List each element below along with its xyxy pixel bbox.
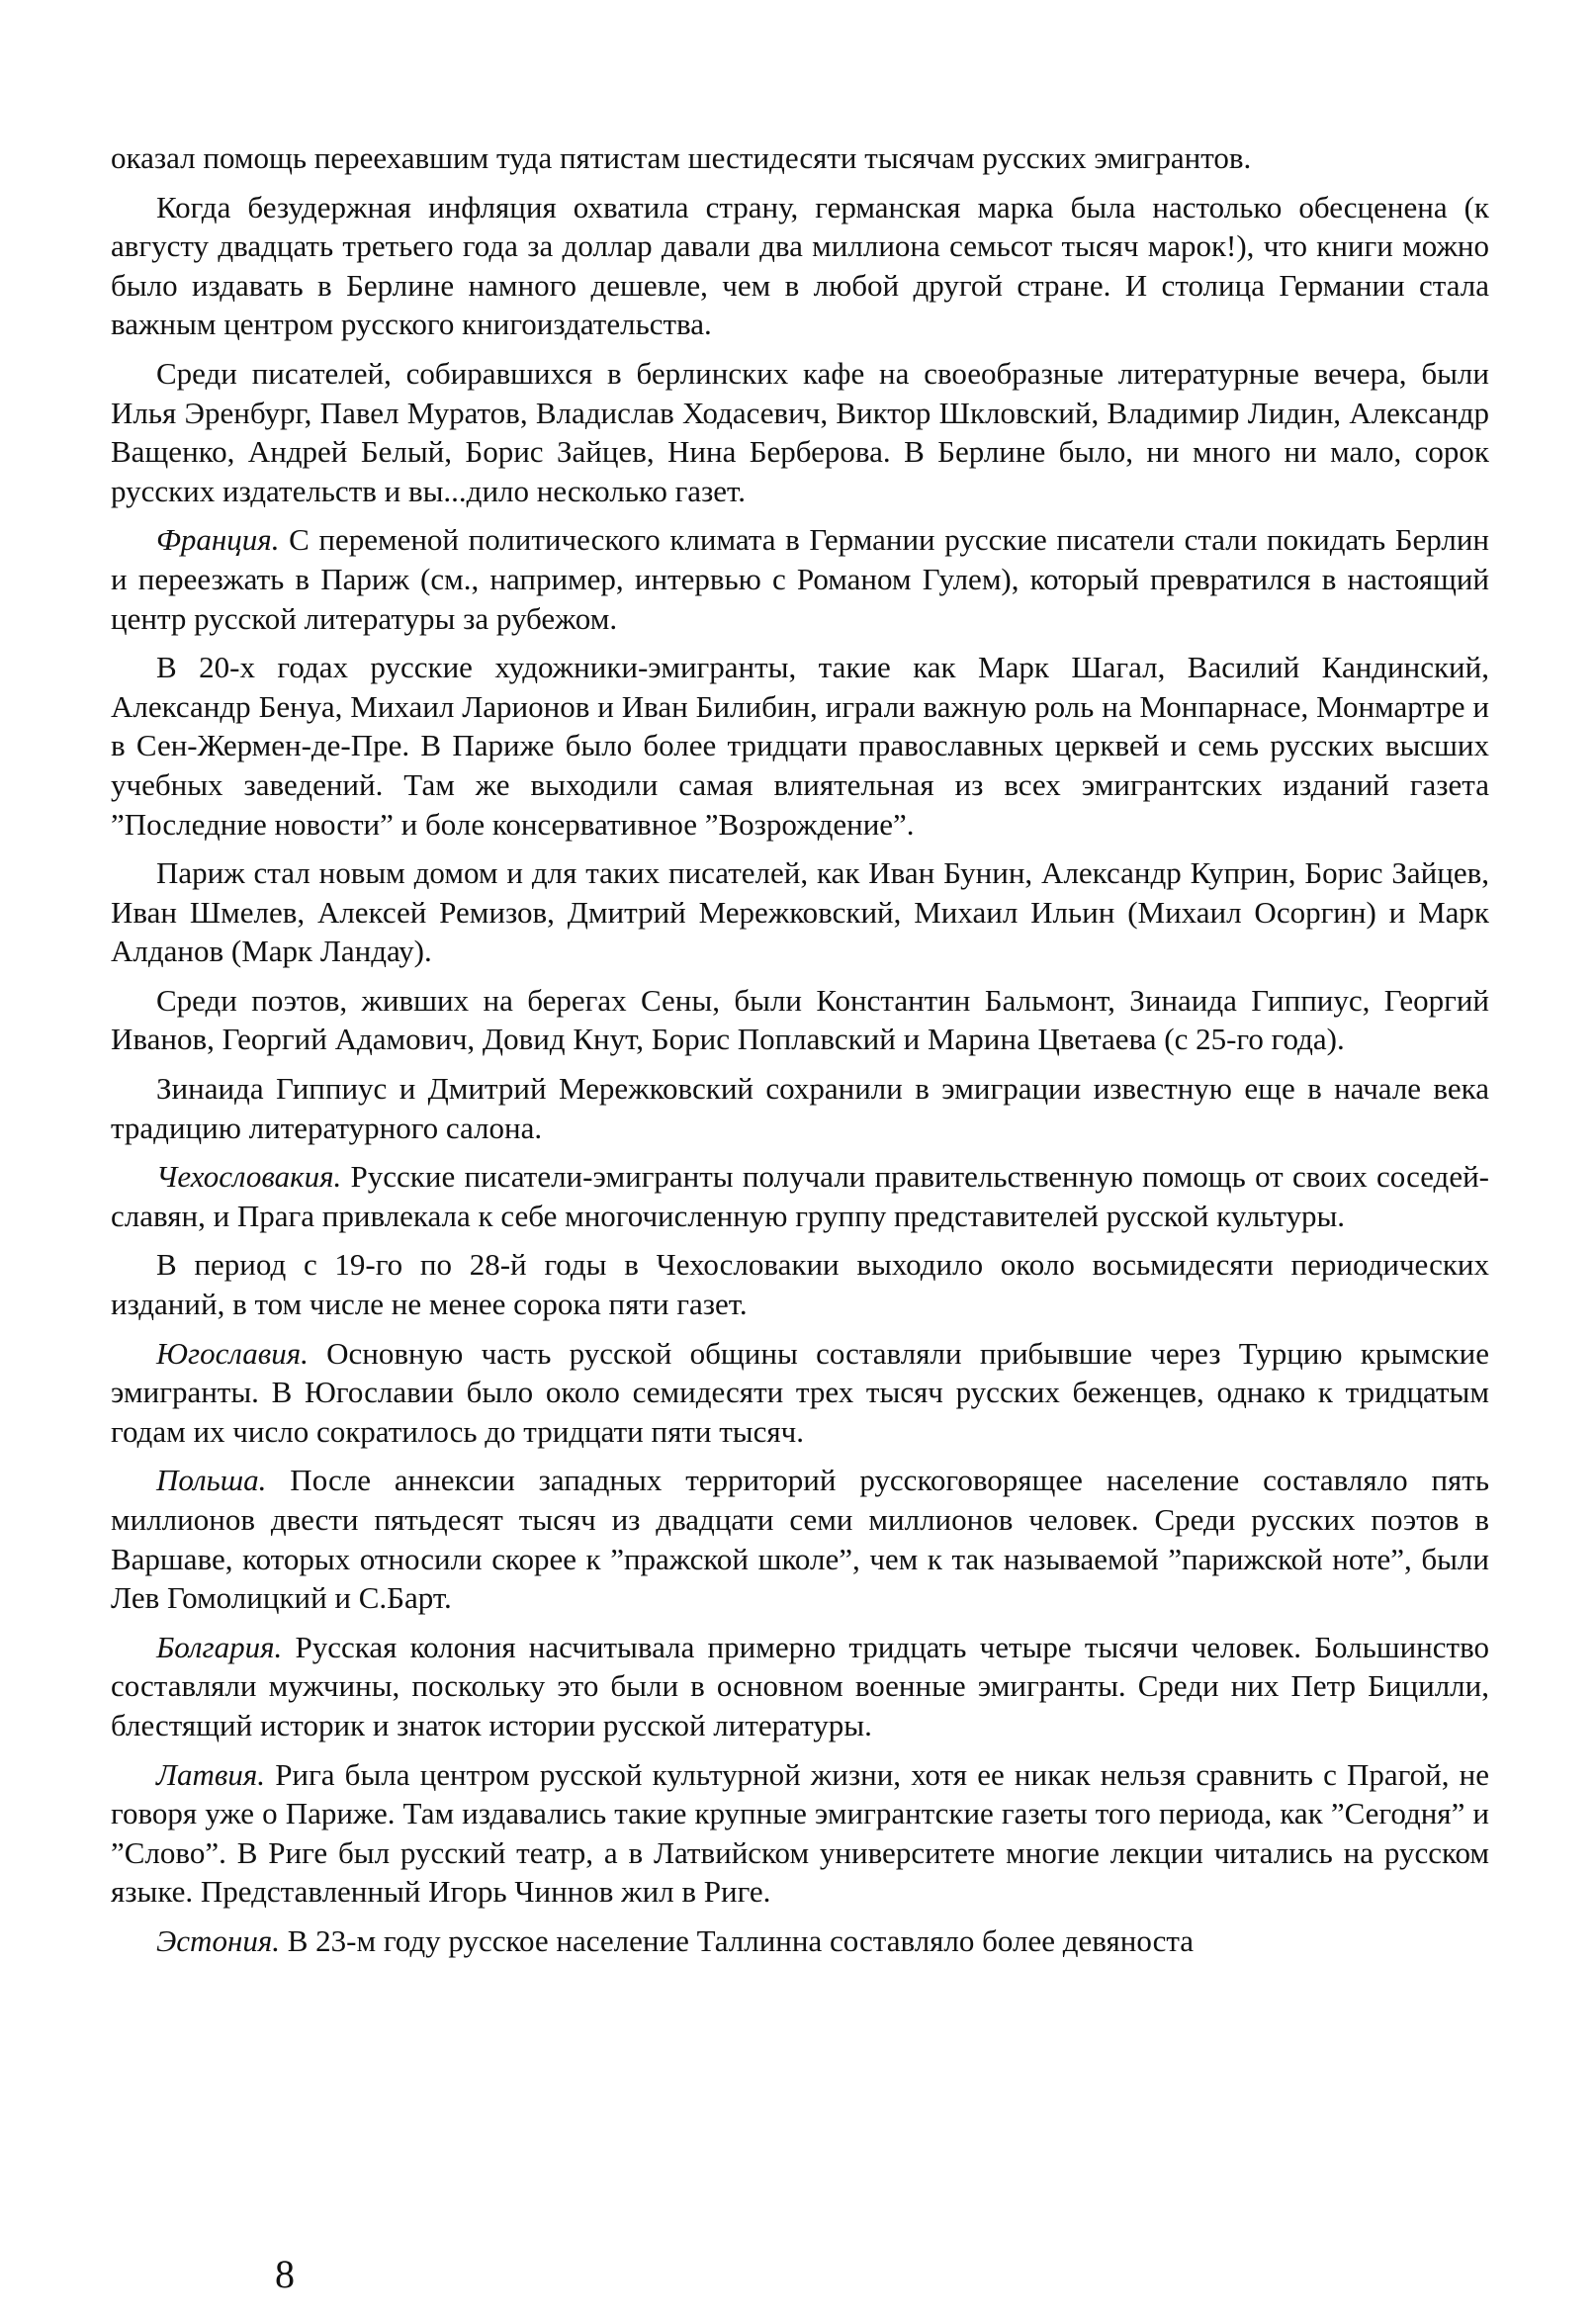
- country-heading-latvia: Латвия.: [156, 1756, 265, 1792]
- paragraph-3: [111, 354, 1489, 510]
- paragraph-france: [111, 520, 1489, 638]
- country-heading-bulgaria: Болгария.: [156, 1629, 283, 1664]
- paragraph-10: [111, 1245, 1489, 1323]
- country-heading-yugoslavia: Югославия.: [156, 1335, 309, 1371]
- paragraph-5-text: В 20-х годах русские художники-эмигранты, такие как Марк Шагал, Василий Кандинский, Александр Бенуа, Михаил Ларионов и Иван Билибин, играли важную роль на Монпарнасе, Монмартре и в Сен-Жермен-де-Пре. В Париже было более тридцати православных церквей и семь русских высших учебных заведений. Там же выходили самая влиятельная из всех эмигрантских изданий газета ”Последние новости” и боле консервативное ”Возрождение”.: [111, 650, 1489, 842]
- paragraph-1: [111, 138, 1489, 178]
- country-heading-poland: Польша.: [156, 1463, 267, 1498]
- country-heading-france: Франция.: [156, 522, 280, 558]
- paragraph-france-text: С переменой политического климата в Германии русские писатели стали покидать Берлин и переезжать в Париж (см., например, интервью с Романом Гулем), который превратился в настоящий центр русской литературы за рубежом.: [111, 522, 1489, 636]
- country-heading-estonia: Эстония.: [156, 1922, 280, 1958]
- paragraph-6-text: Париж стал новым домом и для таких писателей, как Иван Бунин, Александр Куприн, Борис Зайцев, Иван Шмелев, Алексей Ремизов, Дмитрий Мережковский, Михаил Ильин (Михаил Осоргин) и Марк Алданов (Марк Ландау).: [111, 855, 1489, 969]
- paragraph-8-text: Зинаида Гиппиус и Дмитрий Мережковский сохранили в эмиграции известную еще в начале века традицию литературного салона.: [111, 1071, 1489, 1145]
- page-text: [111, 138, 1489, 1961]
- paragraph-yugoslavia: [111, 1334, 1489, 1452]
- paragraph-czechoslovakia-text: Русские писатели-эмигранты получали правительственную помощь от своих соседей-славян, и Прага привлекала к себе многочисленную группу представителей русской культуры.: [111, 1159, 1489, 1233]
- paragraph-7: [111, 981, 1489, 1059]
- paragraph-7-text: Среди поэтов, живших на берегах Сены, были Константин Бальмонт, Зинаида Гиппиус, Георгий Иванов, Георгий Адамович, Довид Кнут, Борис Поплавский и Марина Цветаева (с 25-го года).: [111, 982, 1489, 1057]
- paragraph-2: [111, 188, 1489, 344]
- paragraph-3-text: Среди писателей, собиравшихся в берлинских кафе на своеобразные литературные вечера, были Илья Эренбург, Павел Муратов, Владислав Ходасевич, Виктор Шкловский, Владимир Лидин, Александр Ващенко, Андрей Белый, Борис Зайцев, Нина Берберова. В Берлине было, ни много ни мало, сорок русских издательств и вы...дило несколько газет.: [111, 355, 1489, 508]
- paragraph-1-text: оказал помощь переехавшим туда пятистам шестидесяти тысячам русских эмигрантов.: [111, 140, 1252, 175]
- country-heading-czechoslovakia: Чехословакия.: [156, 1159, 342, 1195]
- paragraph-estonia: [111, 1921, 1489, 1961]
- paragraph-estonia-text: В 23-м году русское население Таллинна составляло более девяноста: [279, 1922, 1195, 1958]
- paragraph-bulgaria-text: Русская колония насчитывала примерно тридцать четыре тысячи человек. Большинство составляли мужчины, поскольку это были в основном военные эмигранты. Среди них Петр Бицилли, блестящий историк и знаток истории русской литературы.: [111, 1629, 1489, 1742]
- paragraph-5: [111, 648, 1489, 844]
- paragraph-bulgaria: [111, 1628, 1489, 1745]
- paragraph-2-text: Когда безудержная инфляция охватила страну, германская марка была настолько обесценена (к августу двадцать третьего года за доллар давали два миллиона семьсот тысяч марок!), что книги можно было издавать в Берлине намного дешевле, чем в любой другой стране. И столица Германии стала важным центром русского книгоиздательства.: [111, 189, 1489, 342]
- paragraph-8: [111, 1069, 1489, 1147]
- paragraph-czechoslovakia: [111, 1157, 1489, 1235]
- paragraph-poland-text: После аннексии западных территорий русскоговорящее население составляло пять миллионов двести пятьдесят тысяч из двадцати семи миллионов человек. Среди русских поэтов в Варшаве, которых относили скорее к ”пражской школе”, чем к так называемой ”парижской ноте”, были Лев Гомолицкий и С.Барт.: [111, 1463, 1489, 1616]
- paragraph-10-text: В период с 19-го по 28-й годы в Чехословакии выходило около восьмидесяти периодических изданий, в том числе не менее сорока пяти газет.: [111, 1247, 1489, 1322]
- page-number: 8: [275, 2252, 295, 2296]
- paragraph-yugoslavia-text: Основную часть русской общины составляли прибывшие через Турцию крымские эмигранты. В Югославии было около семидесяти трех тысяч русских беженцев, однако к тридцатым годам их число сократилось до тридцати пяти тысяч.: [111, 1335, 1489, 1449]
- paragraph-6: [111, 853, 1489, 971]
- paragraph-latvia: [111, 1755, 1489, 1912]
- paragraph-poland: [111, 1461, 1489, 1617]
- paragraph-latvia-text: Рига была центром русской культурной жизни, хотя ее никак нельзя сравнить с Прагой, не говоря уже о Париже. Там издавались такие крупные эмигрантские газеты того периода, как ”Сегодня” и ”Слово”. В Риге был русский театр, а в Латвийском университете многие лекции читались на русском языке. Представленный Игорь Чиннов жил в Риге.: [111, 1756, 1489, 1910]
